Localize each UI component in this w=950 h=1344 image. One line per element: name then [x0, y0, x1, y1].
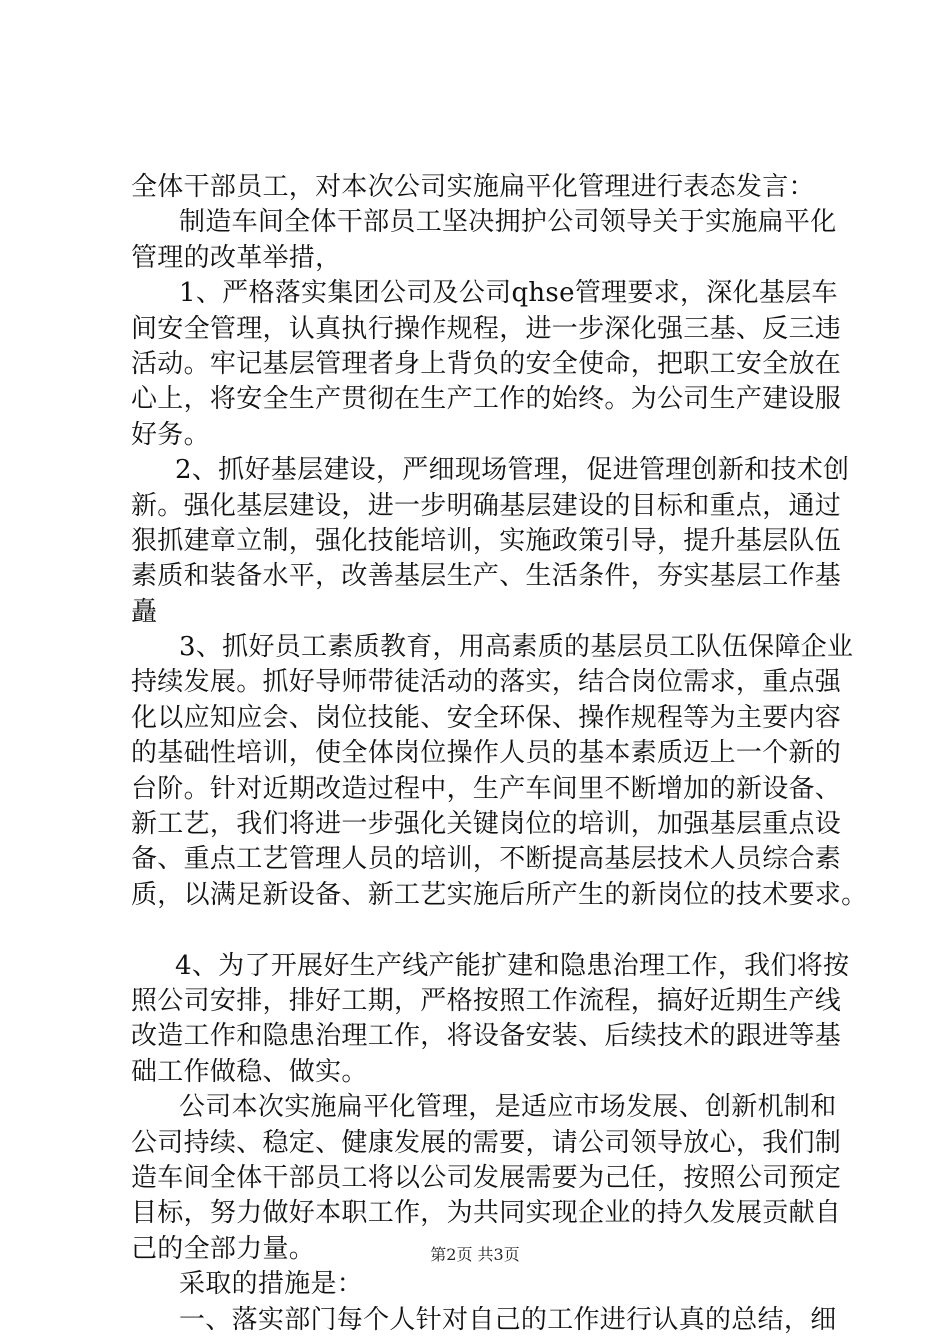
text-line: 新工艺，我们将进一步强化关键岗位的培训，加强基层重点设	[131, 809, 842, 840]
text-line: 活动。牢记基层管理者身上背负的安全使命，把职工安全放在	[131, 348, 842, 379]
text-line: 持续发展。抓好导师带徒活动的落实，结合岗位需求，重点强	[131, 667, 842, 698]
blank-line	[131, 913, 851, 948]
text-line: 公司持续、稳定、健康发展的需要，请公司领导放心，我们制	[131, 1127, 842, 1158]
text-line: 矗	[131, 596, 158, 627]
text-line: 公司本次实施扁平化管理，是适应市场发展、创新机制和	[179, 1092, 837, 1123]
text-line: 目标，努力做好本职工作，为共同实现企业的持久发展贡献自	[131, 1198, 842, 1229]
text-line: 的基础性培训，使全体岗位操作人员的基本素质迈上一个新的	[131, 738, 842, 769]
text-line: 全体干部员工，对本次公司实施扁平化管理进行表态发言：	[131, 172, 815, 202]
text-line: 己的全部力量。	[131, 1233, 316, 1264]
text-line: 备、重点工艺管理人员的培训，不断提高基层技术人员综合素	[131, 844, 842, 875]
text-line: 改造工作和隐患治理工作，将设备安装、后续技术的跟进等基	[131, 1021, 842, 1052]
text-line: 4、为了开展好生产线产能扩建和隐患治理工作，我们将按	[175, 950, 850, 981]
text-line: 心上，将安全生产贯彻在生产工作的始终。为公司生产建设服	[131, 384, 842, 415]
text-line: 狠抓建章立制，强化技能培训，实施政策引导，提升基层队伍	[131, 525, 842, 556]
text-line: 新。强化基层建设，进一步明确基层建设的目标和重点，通过	[131, 490, 842, 521]
text-line: 采取的措施是：	[179, 1269, 364, 1300]
document-body	[131, 170, 868, 1338]
text-line: 2、抓好基层建设，严细现场管理，促进管理创新和技术创	[175, 455, 850, 486]
text-line: 化以应知应会、岗位技能、安全环保、操作规程等为主要内容	[131, 702, 842, 733]
text-line: 1、严格落实集团公司及公司qhse管理要求，深化基层车	[179, 278, 838, 309]
text-line: 素质和装备水平，改善基层生产、生活条件，夯实基层工作基	[131, 561, 842, 592]
text-line: 好务。	[131, 419, 210, 450]
text-line: 3、抓好员工素质教育，用高素质的基层员工队伍保障企业	[179, 632, 854, 663]
text-line: 间安全管理，认真执行操作规程，进一步深化强三基、反三违	[131, 313, 842, 344]
text-line: 照公司安排，排好工期，严格按照工作流程，搞好近期生产线	[131, 985, 842, 1016]
text-line: 础工作做稳、做实。	[131, 1056, 368, 1087]
page-footer: 第2页 共3页	[430, 1245, 520, 1264]
text-line: 制造车间全体干部员工坚决拥护公司领导关于实施扁平化	[179, 207, 837, 238]
text-line: 台阶。针对近期改造过程中，生产车间里不断增加的新设备、	[131, 773, 842, 804]
text-line: 一、落实部门每个人针对自己的工作进行认真的总结，细	[179, 1304, 837, 1335]
text-line: 管理的改革举措，	[131, 242, 342, 273]
text-line: 质，以满足新设备、新工艺实施后所产生的新岗位的技术要求。	[131, 879, 868, 910]
text-line: 造车间全体干部员工将以公司发展需要为己任，按照公司预定	[131, 1162, 842, 1193]
